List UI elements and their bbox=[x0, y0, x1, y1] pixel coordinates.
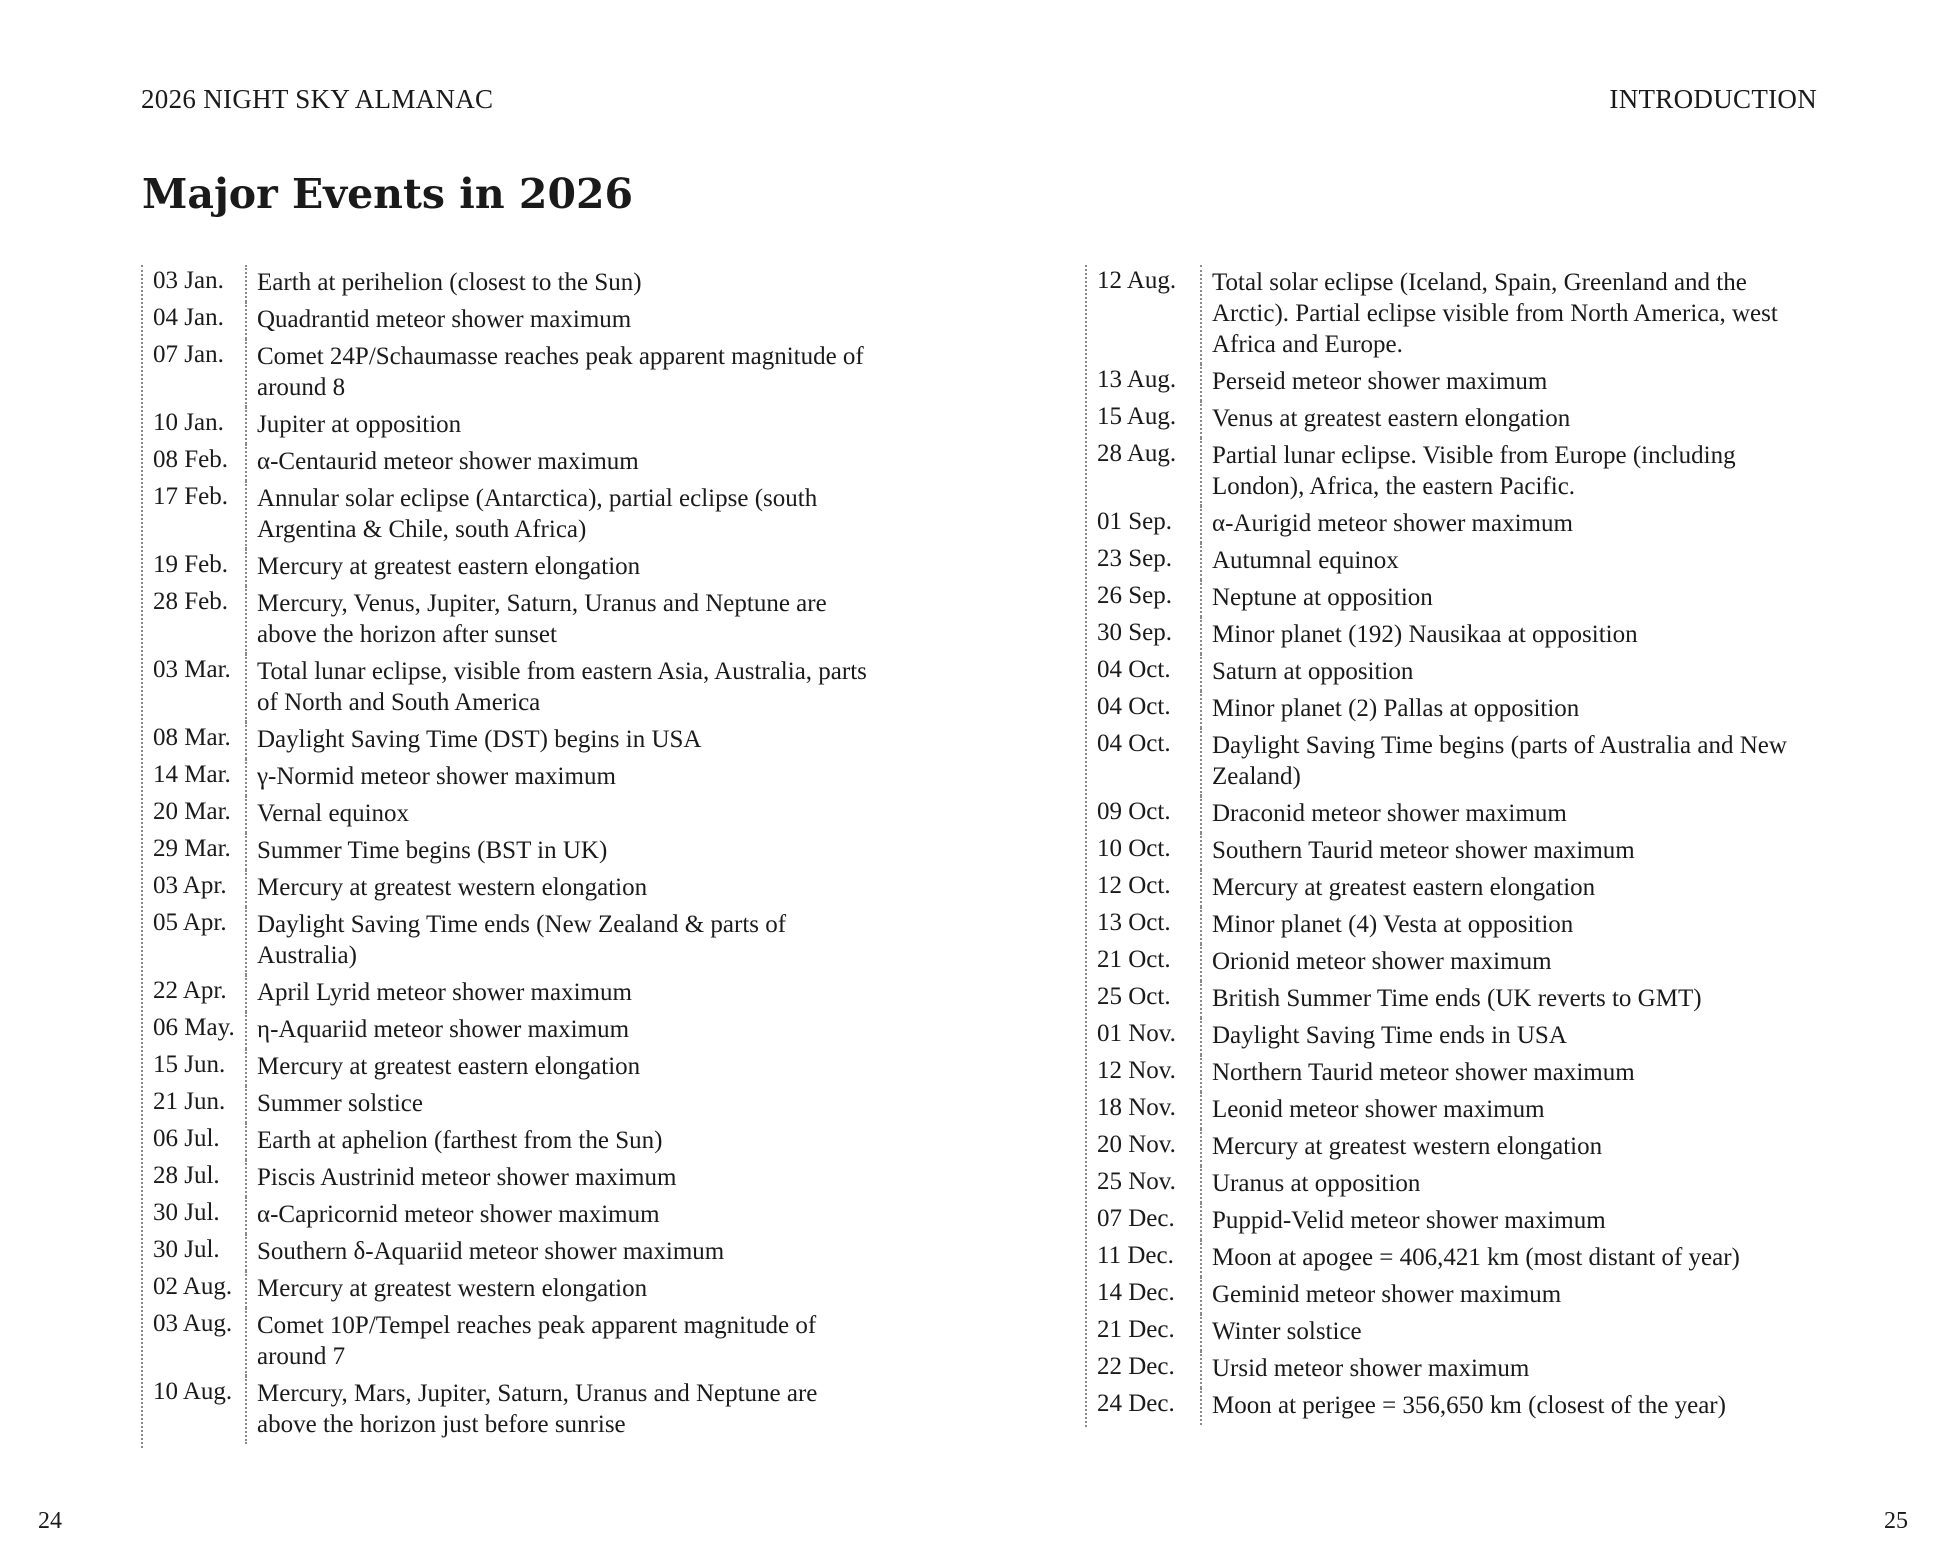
event-row bbox=[1087, 1314, 1827, 1351]
event-row bbox=[143, 549, 883, 586]
event-date: 07 Dec. bbox=[1087, 1203, 1202, 1240]
event-date: 05 Apr. bbox=[143, 907, 247, 975]
event-row bbox=[1087, 870, 1827, 907]
event-row bbox=[1087, 1240, 1827, 1277]
event-row bbox=[143, 1308, 883, 1376]
event-description: Puppid-Velid meteor shower maximum bbox=[1212, 1207, 1606, 1234]
event-description: Southern δ-Aquariid meteor shower maximum bbox=[257, 1238, 725, 1265]
event-date: 07 Jan. bbox=[143, 339, 247, 407]
event-date: 30 Jul. bbox=[143, 1234, 247, 1271]
event-date: 06 May. bbox=[143, 1012, 247, 1049]
event-description: Leonid meteor shower maximum bbox=[1212, 1096, 1545, 1123]
event-description: Total lunar eclipse, visible from eastern Asia, Australia, parts of North and South America bbox=[257, 658, 867, 716]
event-row bbox=[1087, 1277, 1827, 1314]
event-date: 01 Sep. bbox=[1087, 506, 1202, 543]
running-head-right: INTRODUCTION bbox=[1609, 84, 1817, 114]
event-description: Minor planet (192) Nausikaa at opposition bbox=[1212, 621, 1638, 648]
event-description: Daylight Saving Time ends in USA bbox=[1212, 1022, 1567, 1049]
event-date: 26 Sep. bbox=[1087, 580, 1202, 617]
event-date: 12 Oct. bbox=[1087, 870, 1202, 907]
event-row bbox=[143, 870, 883, 907]
event-description: Earth at perihelion (closest to the Sun) bbox=[257, 269, 642, 296]
event-date: 10 Oct. bbox=[1087, 833, 1202, 870]
event-description: η-Aquariid meteor shower maximum bbox=[257, 1016, 630, 1043]
event-row bbox=[1087, 691, 1827, 728]
event-description: α-Aurigid meteor shower maximum bbox=[1212, 510, 1573, 537]
event-row bbox=[1087, 728, 1827, 796]
event-row bbox=[1087, 543, 1827, 580]
event-date: 08 Mar. bbox=[143, 722, 247, 759]
event-description: Total solar eclipse (Iceland, Spain, Greenland and the Arctic). Partial eclipse visible from North America, west Africa and Europe. bbox=[1212, 269, 1778, 358]
event-date: 04 Oct. bbox=[1087, 654, 1202, 691]
event-row bbox=[1087, 907, 1827, 944]
event-date: 06 Jul. bbox=[143, 1123, 247, 1160]
event-row bbox=[1087, 506, 1827, 543]
event-row bbox=[1087, 265, 1827, 364]
event-date: 17 Feb. bbox=[143, 481, 247, 549]
event-description: Moon at apogee = 406,421 km (most distant of year) bbox=[1212, 1244, 1740, 1271]
event-description: Earth at aphelion (farthest from the Sun) bbox=[257, 1127, 663, 1154]
event-description: Saturn at opposition bbox=[1212, 658, 1414, 685]
event-date: 03 Apr. bbox=[143, 870, 247, 907]
event-date: 03 Jan. bbox=[143, 265, 247, 302]
event-row bbox=[143, 759, 883, 796]
event-description: Mercury at greatest western elongation bbox=[257, 874, 648, 901]
event-row bbox=[1087, 1018, 1827, 1055]
event-row bbox=[143, 1376, 883, 1444]
event-date: 30 Jul. bbox=[143, 1197, 247, 1234]
event-description: Southern Taurid meteor shower maximum bbox=[1212, 837, 1635, 864]
event-description: Daylight Saving Time begins (parts of Australia and New Zealand) bbox=[1212, 732, 1787, 790]
event-description: April Lyrid meteor shower maximum bbox=[257, 979, 632, 1006]
event-date: 14 Mar. bbox=[143, 759, 247, 796]
event-description: Quadrantid meteor shower maximum bbox=[257, 306, 632, 333]
event-date: 13 Oct. bbox=[1087, 907, 1202, 944]
event-row bbox=[143, 302, 883, 339]
event-row bbox=[143, 1234, 883, 1271]
page-number-right: 25 bbox=[1884, 1508, 1908, 1534]
event-date: 29 Mar. bbox=[143, 833, 247, 870]
event-description: Mercury, Mars, Jupiter, Saturn, Uranus and Neptune are above the horizon just before sunrise bbox=[257, 1380, 818, 1438]
event-row bbox=[143, 722, 883, 759]
event-description: Mercury at greatest eastern elongation bbox=[1212, 874, 1596, 901]
event-row bbox=[1087, 401, 1827, 438]
event-description: Mercury at greatest western elongation bbox=[1212, 1133, 1603, 1160]
event-row bbox=[143, 481, 883, 549]
event-date: 22 Dec. bbox=[1087, 1351, 1202, 1388]
event-date: 20 Nov. bbox=[1087, 1129, 1202, 1166]
event-row bbox=[143, 1123, 883, 1160]
event-row bbox=[1087, 438, 1827, 506]
event-row bbox=[143, 407, 883, 444]
event-date: 12 Nov. bbox=[1087, 1055, 1202, 1092]
event-description: Mercury at greatest eastern elongation bbox=[257, 553, 641, 580]
event-description: α-Capricornid meteor shower maximum bbox=[257, 1201, 660, 1228]
event-description: Minor planet (4) Vesta at opposition bbox=[1212, 911, 1574, 938]
event-date: 30 Sep. bbox=[1087, 617, 1202, 654]
event-description: Ursid meteor shower maximum bbox=[1212, 1355, 1530, 1382]
event-date: 12 Aug. bbox=[1087, 265, 1202, 364]
event-date: 11 Dec. bbox=[1087, 1240, 1202, 1277]
event-row bbox=[1087, 796, 1827, 833]
event-description: Daylight Saving Time (DST) begins in USA bbox=[257, 726, 702, 753]
event-date: 10 Aug. bbox=[143, 1376, 247, 1444]
event-date: 18 Nov. bbox=[1087, 1092, 1202, 1129]
event-date: 13 Aug. bbox=[1087, 364, 1202, 401]
events-list-left bbox=[141, 265, 883, 1448]
event-description: γ-Normid meteor shower maximum bbox=[257, 763, 616, 790]
event-row bbox=[1087, 1129, 1827, 1166]
event-row bbox=[1087, 1092, 1827, 1129]
event-row bbox=[143, 833, 883, 870]
event-row bbox=[1087, 833, 1827, 870]
event-date: 15 Aug. bbox=[1087, 401, 1202, 438]
event-description: British Summer Time ends (UK reverts to GMT) bbox=[1212, 985, 1702, 1012]
event-row bbox=[143, 586, 883, 654]
event-date: 04 Oct. bbox=[1087, 728, 1202, 796]
event-description: Summer Time begins (BST in UK) bbox=[257, 837, 608, 864]
event-date: 25 Nov. bbox=[1087, 1166, 1202, 1203]
event-date: 10 Jan. bbox=[143, 407, 247, 444]
events-list-right bbox=[1085, 265, 1827, 1427]
event-date: 01 Nov. bbox=[1087, 1018, 1202, 1055]
event-row bbox=[143, 654, 883, 722]
event-description: Piscis Austrinid meteor shower maximum bbox=[257, 1164, 677, 1191]
event-row bbox=[143, 1271, 883, 1308]
event-row bbox=[1087, 654, 1827, 691]
event-row bbox=[1087, 1351, 1827, 1388]
event-description: Uranus at opposition bbox=[1212, 1170, 1421, 1197]
running-head-left: 2026 NIGHT SKY ALMANAC bbox=[141, 84, 494, 114]
event-date: 08 Feb. bbox=[143, 444, 247, 481]
event-description: Minor planet (2) Pallas at opposition bbox=[1212, 695, 1580, 722]
event-row bbox=[1087, 1203, 1827, 1240]
event-description: Venus at greatest eastern elongation bbox=[1212, 405, 1571, 432]
event-date: 24 Dec. bbox=[1087, 1388, 1202, 1425]
event-description: Mercury at greatest western elongation bbox=[257, 1275, 648, 1302]
event-date: 21 Jun. bbox=[143, 1086, 247, 1123]
event-row bbox=[143, 265, 883, 302]
event-description: Jupiter at opposition bbox=[257, 411, 462, 438]
event-description: Summer solstice bbox=[257, 1090, 423, 1117]
event-description: Orionid meteor shower maximum bbox=[1212, 948, 1552, 975]
event-description: Comet 24P/Schaumasse reaches peak apparent magnitude of around 8 bbox=[257, 343, 864, 401]
event-description: Vernal equinox bbox=[257, 800, 410, 827]
event-date: 03 Aug. bbox=[143, 1308, 247, 1376]
event-row bbox=[143, 1049, 883, 1086]
event-description: Winter solstice bbox=[1212, 1318, 1362, 1345]
event-description: Draconid meteor shower maximum bbox=[1212, 800, 1567, 827]
event-date: 04 Jan. bbox=[143, 302, 247, 339]
event-date: 09 Oct. bbox=[1087, 796, 1202, 833]
event-row bbox=[1087, 944, 1827, 981]
event-description: α-Centaurid meteor shower maximum bbox=[257, 448, 639, 475]
event-date: 03 Mar. bbox=[143, 654, 247, 722]
event-row bbox=[143, 907, 883, 975]
event-row bbox=[1087, 580, 1827, 617]
event-date: 22 Apr. bbox=[143, 975, 247, 1012]
event-row bbox=[143, 975, 883, 1012]
event-date: 21 Dec. bbox=[1087, 1314, 1202, 1351]
event-row bbox=[143, 1160, 883, 1197]
event-row bbox=[143, 1086, 883, 1123]
event-description: Mercury, Venus, Jupiter, Saturn, Uranus and Neptune are above the horizon after sunset bbox=[257, 590, 827, 648]
event-row bbox=[1087, 617, 1827, 654]
event-description: Northern Taurid meteor shower maximum bbox=[1212, 1059, 1635, 1086]
event-date: 04 Oct. bbox=[1087, 691, 1202, 728]
event-row bbox=[1087, 1055, 1827, 1092]
event-description: Annular solar eclipse (Antarctica), partial eclipse (south Argentina & Chile, south Africa) bbox=[257, 485, 818, 543]
event-description: Geminid meteor shower maximum bbox=[1212, 1281, 1562, 1308]
event-date: 25 Oct. bbox=[1087, 981, 1202, 1018]
event-row bbox=[1087, 981, 1827, 1018]
event-row bbox=[143, 796, 883, 833]
event-row bbox=[143, 1197, 883, 1234]
event-date: 02 Aug. bbox=[143, 1271, 247, 1308]
page-title: Major Events in 2026 bbox=[142, 170, 634, 218]
event-row bbox=[143, 339, 883, 407]
event-description: Neptune at opposition bbox=[1212, 584, 1433, 611]
event-description: Mercury at greatest eastern elongation bbox=[257, 1053, 641, 1080]
event-row bbox=[1087, 364, 1827, 401]
event-description: Daylight Saving Time ends (New Zealand & parts of Australia) bbox=[257, 911, 787, 969]
event-description: Autumnal equinox bbox=[1212, 547, 1399, 574]
event-date: 28 Aug. bbox=[1087, 438, 1202, 506]
event-date: 23 Sep. bbox=[1087, 543, 1202, 580]
event-date: 19 Feb. bbox=[143, 549, 247, 586]
event-date: 15 Jun. bbox=[143, 1049, 247, 1086]
event-description: Comet 10P/Tempel reaches peak apparent magnitude of around 7 bbox=[257, 1312, 817, 1370]
event-date: 20 Mar. bbox=[143, 796, 247, 833]
event-row bbox=[1087, 1166, 1827, 1203]
event-description: Perseid meteor shower maximum bbox=[1212, 368, 1548, 395]
event-row bbox=[143, 1012, 883, 1049]
event-date: 21 Oct. bbox=[1087, 944, 1202, 981]
event-row bbox=[143, 444, 883, 481]
event-date: 28 Feb. bbox=[143, 586, 247, 654]
event-date: 14 Dec. bbox=[1087, 1277, 1202, 1314]
page-number-left: 24 bbox=[38, 1508, 62, 1534]
event-row bbox=[1087, 1388, 1827, 1425]
event-description: Moon at perigee = 356,650 km (closest of the year) bbox=[1212, 1392, 1726, 1419]
event-description: Partial lunar eclipse. Visible from Europe (including London), Africa, the eastern Pacific. bbox=[1212, 442, 1736, 500]
event-date: 28 Jul. bbox=[143, 1160, 247, 1197]
